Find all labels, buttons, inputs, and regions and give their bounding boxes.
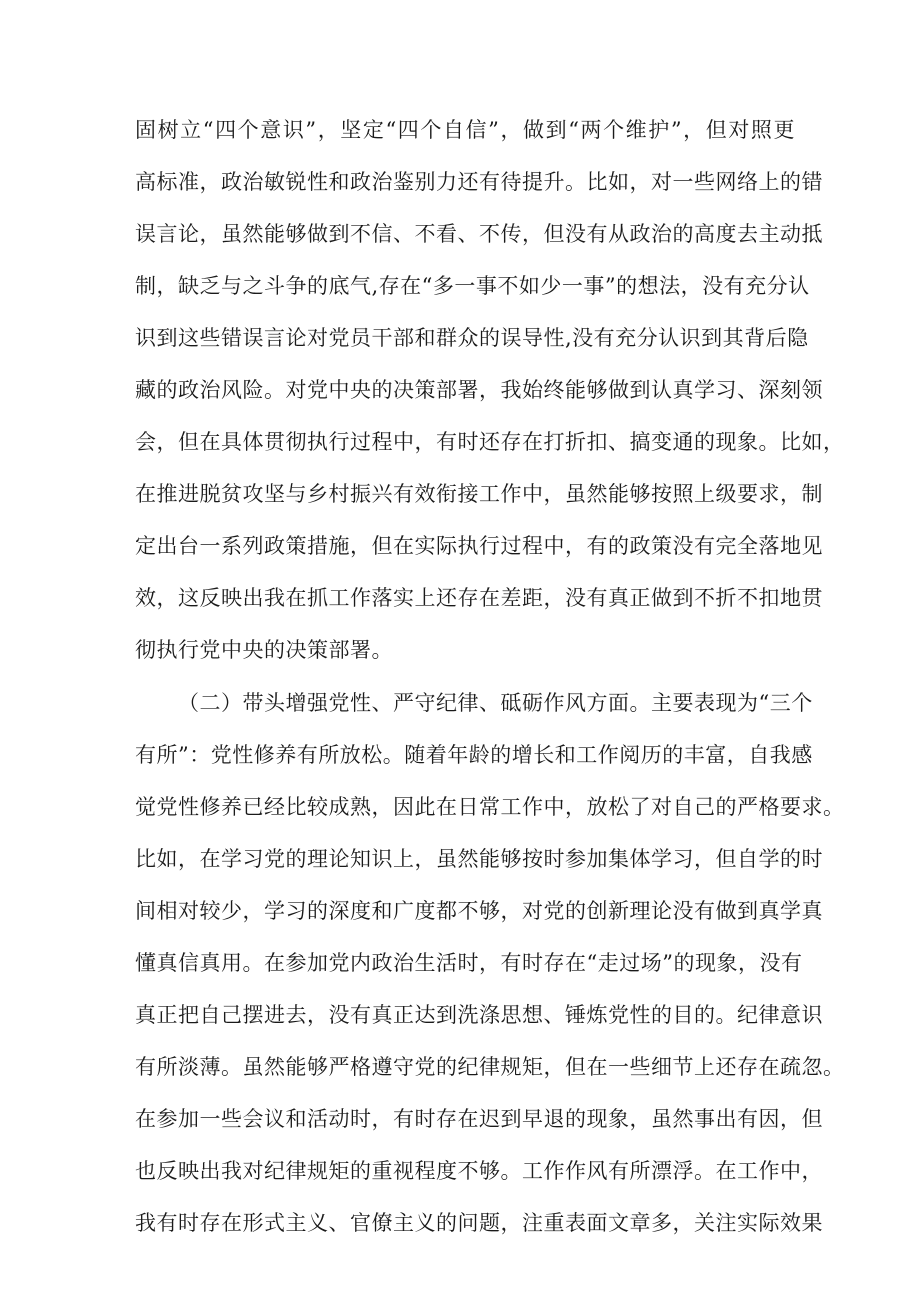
- paragraph-line: 也反映出我对纪律规矩的重视程度不够。工作作风有所漂浮。在工作中，: [135, 1159, 823, 1183]
- paragraph-line: 固树立“四个意识”，坚定“四个自信”，做到“两个维护”，但对照更: [135, 118, 795, 142]
- paragraph-line: 高标准，政治敏锐性和政治鉴别力还有待提升。比如，对一些网络上的错: [135, 170, 823, 194]
- paragraph-line: 定出台一系列政策措施，但在实际执行过程中，有的政策没有完全落地见: [135, 534, 823, 558]
- paragraph-line: 比如，在学习党的理论知识上，虽然能够按时参加集体学习，但自学的时: [135, 847, 823, 871]
- paragraph-line: 懂真信真用。在参加党内政治生活时，有时存在“走过场”的现象，没有: [135, 951, 803, 975]
- section-heading-line: （二）带头增强党性、严守纪律、砥砺作风方面。主要表现为“三个: [178, 691, 813, 715]
- paragraph-line: 有所”：党性修养有所放松。随着年龄的增长和工作阅历的丰富，自我感: [135, 743, 813, 767]
- paragraph-line: 在参加一些会议和活动时，有时存在迟到早退的现象，虽然事出有因，但: [135, 1107, 823, 1131]
- paragraph-line: 误言论，虽然能够做到不信、不看、不传，但没有从政治的高度去主动抵: [135, 222, 823, 246]
- paragraph-line: 我有时存在形式主义、官僚主义的问题，注重表面文章多，关注实际效果: [135, 1211, 823, 1235]
- paragraph-line: 藏的政治风险。对党中央的决策部署，我始终能够做到认真学习、深刻领: [135, 378, 823, 402]
- paragraph-line: 间相对较少，学习的深度和广度都不够，对党的创新理论没有做到真学真: [135, 899, 823, 923]
- paragraph-line: 制，缺乏与之斗争的底气,存在“多一事不如少一事”的想法，没有充分认: [135, 274, 810, 298]
- paragraph-line: 有所淡薄。虽然能够严格遵守党的纪律规矩，但在一些细节上还存在疏忽。: [135, 1055, 845, 1079]
- paragraph-line: 彻执行党中央的决策部署。: [135, 638, 393, 662]
- paragraph-line: 效，这反映出我在抓工作落实上还存在差距，没有真正做到不折不扣地贯: [135, 586, 823, 610]
- paragraph-line: 在推进脱贫攻坚与乡村振兴有效衔接工作中，虽然能够按照上级要求，制: [135, 482, 823, 506]
- paragraph-line: 觉党性修养已经比较成熟，因此在日常工作中，放松了对自己的严格要求。: [135, 795, 845, 819]
- paragraph-line: 会，但在具体贯彻执行过程中，有时还存在打折扣、搞变通的现象。比如，: [135, 430, 845, 454]
- paragraph-line: 真正把自己摆进去，没有真正达到洗涤思想、锤炼党性的目的。纪律意识: [135, 1003, 823, 1027]
- paragraph-line: 识到这些错误言论对党员干部和群众的误导性,没有充分认识到其背后隐: [135, 326, 809, 350]
